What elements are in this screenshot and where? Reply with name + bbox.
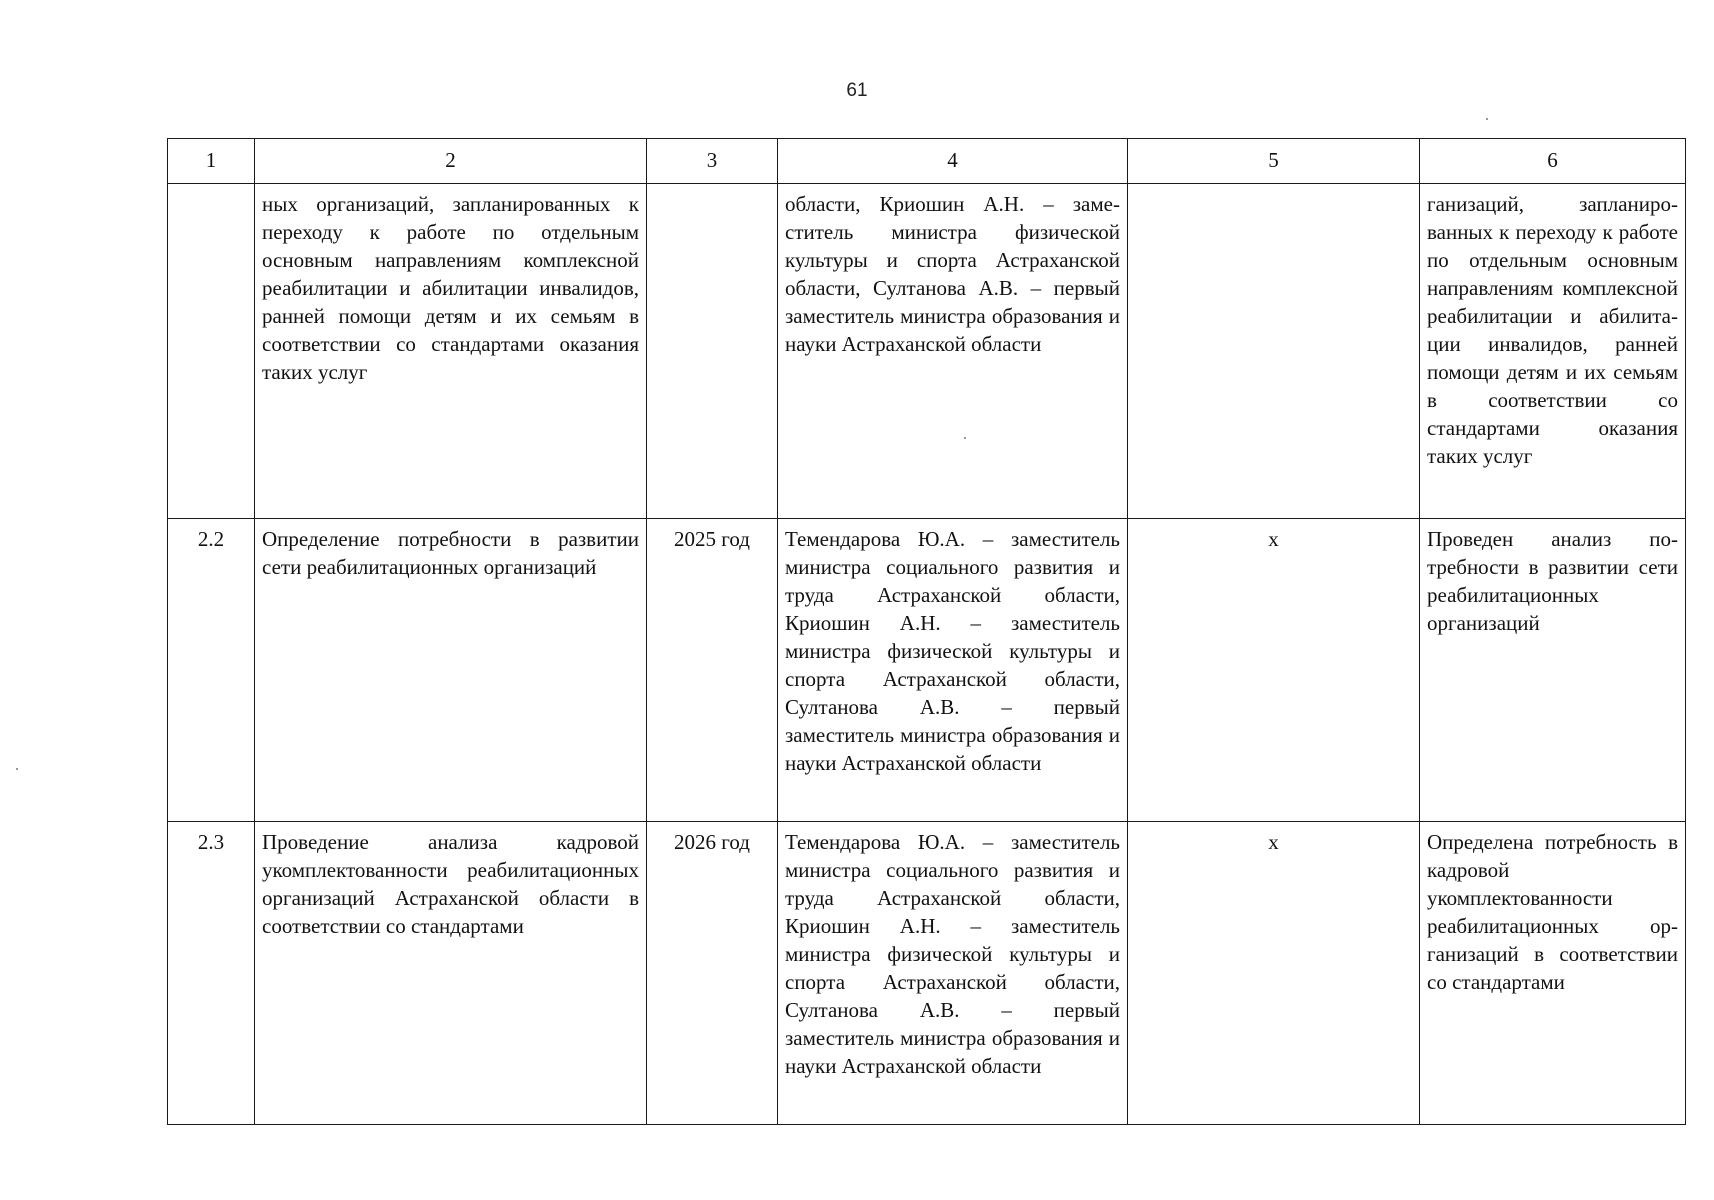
column-5-cell — [1128, 184, 1420, 519]
column-header: 4 — [778, 139, 1128, 184]
event-cell: Проведение анализа кадровой укомплектованности реабилитационных организаций Астраханской области в соответствии со стандартами — [255, 822, 647, 1125]
table-row — [168, 822, 1686, 1125]
result-cell: ганизаций, запланированных к переходу к работе по отдельным основным направлениям комплексной реабилитации и абилитации инвалидов, ранней помощи детям и их семьям в соответствии со стандартами оказания таких услуг — [1420, 184, 1686, 519]
column-header: 6 — [1420, 139, 1686, 184]
column-5-cell: х — [1128, 822, 1420, 1125]
table-row — [168, 184, 1686, 519]
event-cell: Определение потребности в развитии сети реабилитационных организаций — [255, 519, 647, 822]
column-header: 2 — [255, 139, 647, 184]
responsible-cell: Темендарова Ю.А. – заместитель министра социального развития и труда Астраханской области, Криошин А.Н. – заместитель министра физической культуры и спорта Астраханской области, Султанова А.В. – первый заместитель министра образования и науки Астраханской области — [778, 822, 1128, 1125]
column-5-cell: х — [1128, 519, 1420, 822]
plan-table — [167, 138, 1686, 1125]
scan-speck — [964, 437, 966, 439]
result-cell: Определена потребность в кадровой укомплектованности реабилитационных организаций в соответствии со стандартами — [1420, 822, 1686, 1125]
responsible-cell: Темендарова Ю.А. – заместитель министра социального развития и труда Астраханской области, Криошин А.Н. – заместитель министра физической культуры и спорта Астраханской области, Султанова А.В. – первый заместитель министра образования и науки Астраханской области — [778, 519, 1128, 822]
column-header: 5 — [1128, 139, 1420, 184]
page-number: 61 — [846, 80, 868, 101]
row-number-cell: 2.3 — [168, 822, 255, 1125]
column-header: 3 — [647, 139, 778, 184]
row-number-cell — [168, 184, 255, 519]
scan-speck — [16, 768, 18, 770]
result-cell: Проведен анализ потребности в развитии сети реабилитационных организаций — [1420, 519, 1686, 822]
table-header-row — [168, 139, 1686, 184]
event-cell: ных организаций, запланированных к переходу к работе по отдельным основным направлениям комплексной реабилитации и абилитации инвалидов, ранней помощи детям и их семьям в соответствии со стандартами оказания таких услуг — [255, 184, 647, 519]
column-header: 1 — [168, 139, 255, 184]
table-row — [168, 519, 1686, 822]
responsible-cell: области, Криошин А.Н. – заместитель министра физической культуры и спорта Астраханской области, Султанова А.В. – первый заместитель министра образования и науки Астраханской области — [778, 184, 1128, 519]
deadline-cell — [647, 184, 778, 519]
scan-speck — [1486, 118, 1488, 120]
deadline-cell: 2026 год — [647, 822, 778, 1125]
row-number-cell: 2.2 — [168, 519, 255, 822]
deadline-cell: 2025 год — [647, 519, 778, 822]
